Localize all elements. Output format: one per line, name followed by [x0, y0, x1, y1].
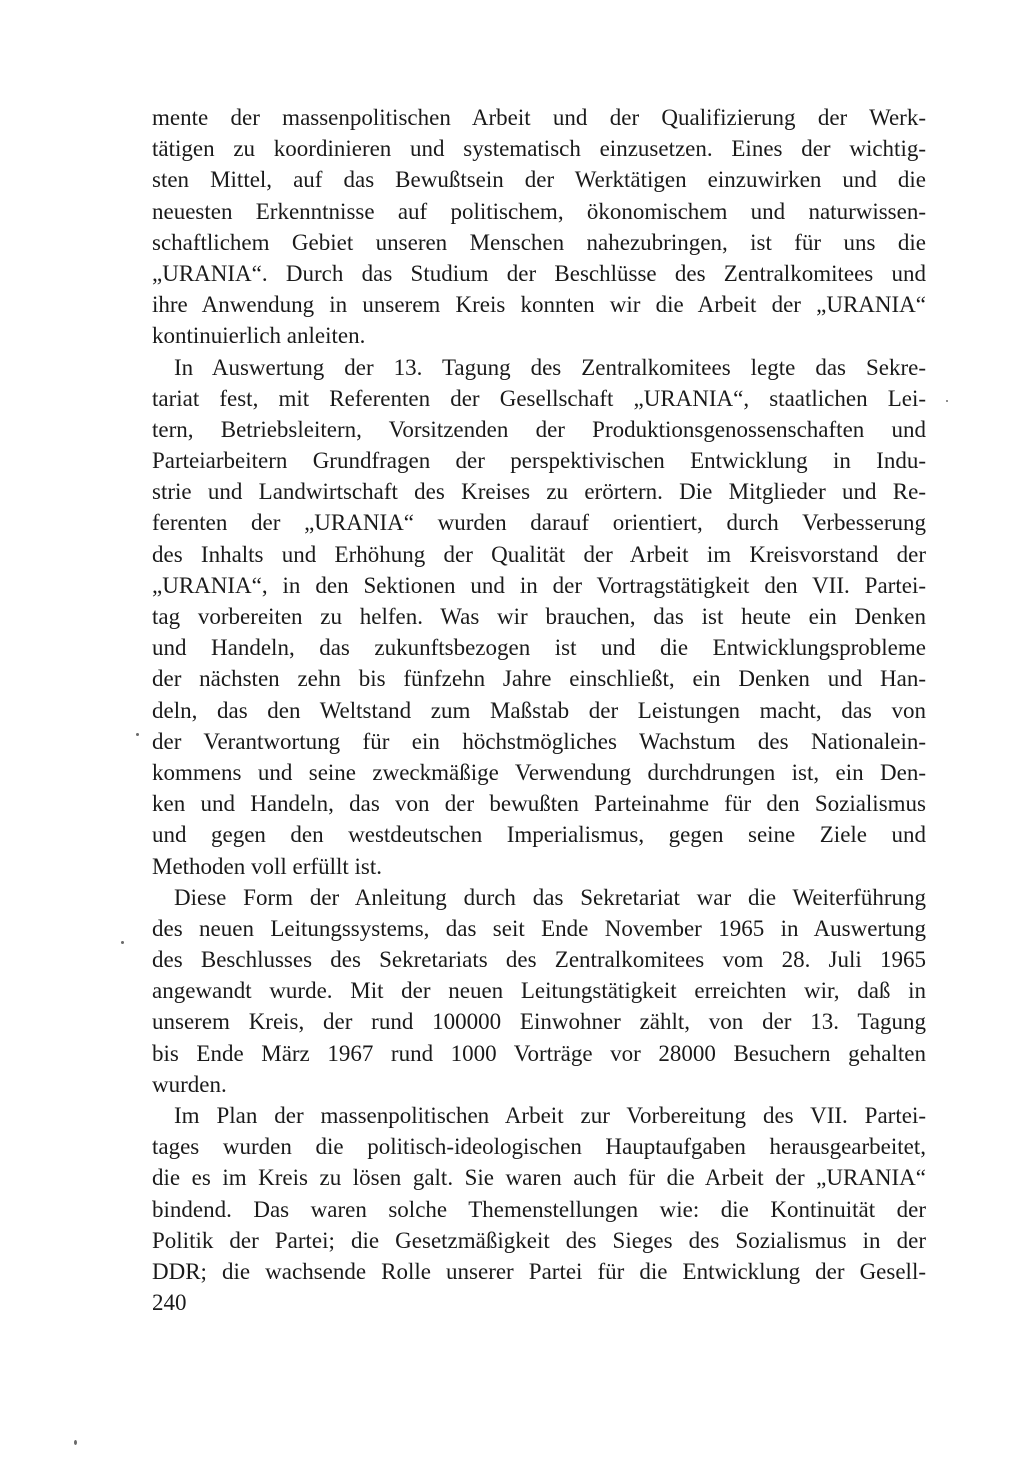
- text-line: unserem Kreis, der rund 100000 Einwohner zählt, von der 13. Tagung: [152, 1009, 926, 1035]
- text-line: tages wurden die politisch-ideologischen Hauptaufgaben herausgearbeitet,: [152, 1134, 926, 1160]
- text-line: „URANIA“, in den Sektionen und in der Vortragstätigkeit den VII. Partei-: [152, 572, 926, 598]
- print-speck: [136, 733, 139, 736]
- text-line: kommens und seine zweckmäßige Verwendung durchdrungen ist, ein Den-: [152, 759, 926, 785]
- print-speck: [946, 400, 948, 402]
- text-line: Diese Form der Anleitung durch das Sekretariat war die Weiterführung: [174, 884, 926, 910]
- text-line: „URANIA“. Durch das Studium der Beschlüsse des Zentralkomitees und: [152, 260, 926, 286]
- text-line: des Inhalts und Erhöhung der Qualität der Arbeit im Kreisvorstand der: [152, 541, 926, 567]
- text-line: angewandt wurde. Mit der neuen Leitungstätigkeit erreichten wir, daß in: [152, 978, 926, 1004]
- print-speck: [121, 941, 124, 944]
- text-line: ferenten der „URANIA“ wurden darauf orientiert, durch Verbesserung: [152, 510, 926, 536]
- text-line: tag vorbereiten zu helfen. Was wir brauchen, das ist heute ein Denken: [152, 604, 926, 629]
- text-line: tätigen zu koordinieren und systematisch einzusetzen. Eines der wichtig-: [152, 136, 926, 162]
- page-number: 240: [152, 1290, 187, 1315]
- text-line: Politik der Partei; die Gesetzmäßigkeit des Sieges des Sozialismus in der: [152, 1227, 926, 1253]
- text-line: DDR; die wachsende Rolle unserer Partei für die Entwicklung der Gesell-: [152, 1258, 926, 1284]
- text-line: bis Ende März 1967 rund 1000 Vorträge vor 28000 Besuchern gehalten: [152, 1040, 926, 1066]
- text-line: des neuen Leitungssystems, das seit Ende November 1965 in Auswertung: [152, 915, 926, 941]
- text-line: und gegen den westdeutschen Imperialismus, gegen seine Ziele und: [152, 822, 926, 848]
- text-line: ken und Handeln, das von der bewußten Parteinahme für den Sozialismus: [152, 791, 926, 817]
- text-line: tern, Betriebsleitern, Vorsitzenden der Produktionsgenossenschaften und: [152, 416, 926, 442]
- text-line: und Handeln, das zukunftsbezogen ist und die Entwicklungsprobleme: [152, 635, 926, 661]
- text-line: Methoden voll erfüllt ist.: [152, 853, 382, 879]
- text-line: der nächsten zehn bis fünfzehn Jahre einschließt, ein Denken und Han-: [152, 666, 926, 692]
- text-line: kontinuierlich anleiten.: [152, 323, 366, 349]
- text-line: deln, das den Weltstand zum Maßstab der Leistungen macht, das von: [152, 697, 926, 723]
- body-text: [152, 102, 926, 1287]
- text-line: des Beschlusses des Sekretariats des Zentralkomitees vom 28. Juli 1965: [152, 947, 926, 973]
- text-line: bindend. Das waren solche Themenstellungen wie: die Kontinuität der: [152, 1196, 926, 1222]
- text-line: strie und Landwirtschaft des Kreises zu erörtern. Die Mitglieder und Re-: [152, 479, 926, 505]
- text-line: Parteiarbeitern Grundfragen der perspektivischen Entwicklung in Indu-: [152, 448, 926, 474]
- text-line: ihre Anwendung in unserem Kreis konnten wir die Arbeit der „URANIA“: [152, 292, 926, 318]
- text-line: neuesten Erkenntnisse auf politischem, ökonomischem und naturwissen-: [152, 198, 926, 224]
- text-line: Im Plan der massenpolitischen Arbeit zur Vorbereitung des VII. Partei-: [174, 1103, 926, 1128]
- text-line: der Verantwortung für ein höchstmögliches Wachstum des Nationalein-: [152, 728, 926, 754]
- text-line: die es im Kreis zu lösen galt. Sie waren auch für die Arbeit der „URANIA“: [152, 1165, 926, 1191]
- text-line: schaftlichem Gebiet unseren Menschen nahezubringen, ist für uns die: [152, 229, 926, 255]
- text-line: sten Mittel, auf das Bewußtsein der Werktätigen einzuwirken und die: [152, 167, 926, 193]
- text-line: wurden.: [152, 1071, 227, 1097]
- text-line: In Auswertung der 13. Tagung des Zentralkomitees legte das Sekre-: [174, 354, 926, 380]
- print-speck: [74, 1440, 77, 1445]
- text-line: mente der massenpolitischen Arbeit und der Qualifizierung der Werk-: [152, 105, 926, 130]
- text-line: tariat fest, mit Referenten der Gesellschaft „URANIA“, staatlichen Lei-: [152, 385, 926, 411]
